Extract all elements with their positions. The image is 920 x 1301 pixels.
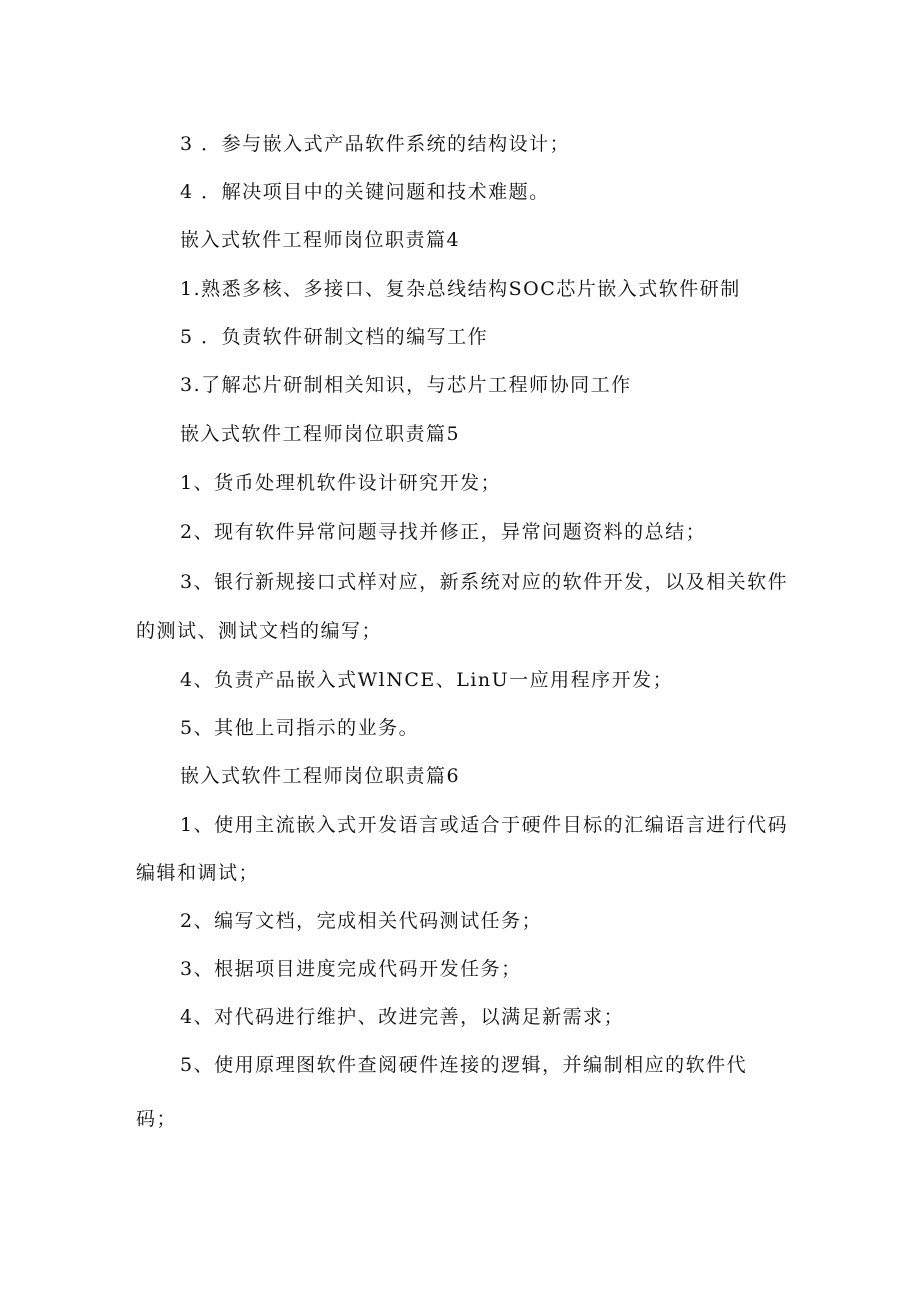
list-item-1-embedded-languages: 1、使用主流嵌入式开发语言或适合于硬件目标的汇编语言进行代码 bbox=[180, 814, 789, 836]
list-item-4-wince-linux: 4、负责产品嵌入式WlNCE、LinU一应用程序开发； bbox=[180, 669, 674, 691]
list-item-5-documentation: 5 ．负责软件研制文档的编写工作 bbox=[180, 326, 489, 348]
list-item-5-other-tasks: 5、其他上司指示的业务。 bbox=[180, 717, 420, 739]
list-item-1-soc-chip: 1.熟悉多核、多接口、复杂总线结构SOC芯片嵌入式软件研制 bbox=[180, 278, 741, 300]
section-heading-5: 嵌入式软件工程师岗位职责篇5 bbox=[180, 423, 461, 445]
list-item-5-continuation: 码； bbox=[136, 1108, 178, 1130]
list-item-3-bank-interface: 3、银行新规接口式样对应，新系统对应的软件开发，以及相关软件 bbox=[180, 571, 789, 593]
section-heading-4: 嵌入式软件工程师岗位职责篇4 bbox=[180, 229, 461, 251]
list-item-3-structure-design: 3 ．参与嵌入式产品软件系统的结构设计； bbox=[180, 133, 571, 155]
list-item-3-continuation: 的测试、测试文档的编写； bbox=[136, 620, 383, 642]
list-item-2-write-docs: 2、编写文档，完成相关代码测试任务； bbox=[180, 910, 543, 932]
list-item-1-continuation: 编辑和调试； bbox=[136, 862, 260, 884]
list-item-2-exception-fixing: 2、现有软件异常问题寻找并修正，异常问题资料的总结； bbox=[180, 521, 707, 543]
list-item-1-currency-processor: 1、货币处理机软件设计研究开发； bbox=[180, 472, 502, 494]
list-item-4-key-problems: 4 ．解决项目中的关键问题和技术难题。 bbox=[180, 181, 550, 203]
section-heading-6: 嵌入式软件工程师岗位职责篇6 bbox=[180, 765, 461, 787]
list-item-3-chip-knowledge: 3.了解芯片研制相关知识，与芯片工程师协同工作 bbox=[180, 374, 632, 396]
list-item-4-maintenance: 4、对代码进行维护、改进完善，以满足新需求； bbox=[180, 1006, 625, 1028]
list-item-5-schematic: 5、使用原理图软件查阅硬件连接的逻辑，并编制相应的软件代 bbox=[180, 1054, 748, 1076]
list-item-3-schedule: 3、根据项目进度完成代码开发任务； bbox=[180, 958, 522, 980]
